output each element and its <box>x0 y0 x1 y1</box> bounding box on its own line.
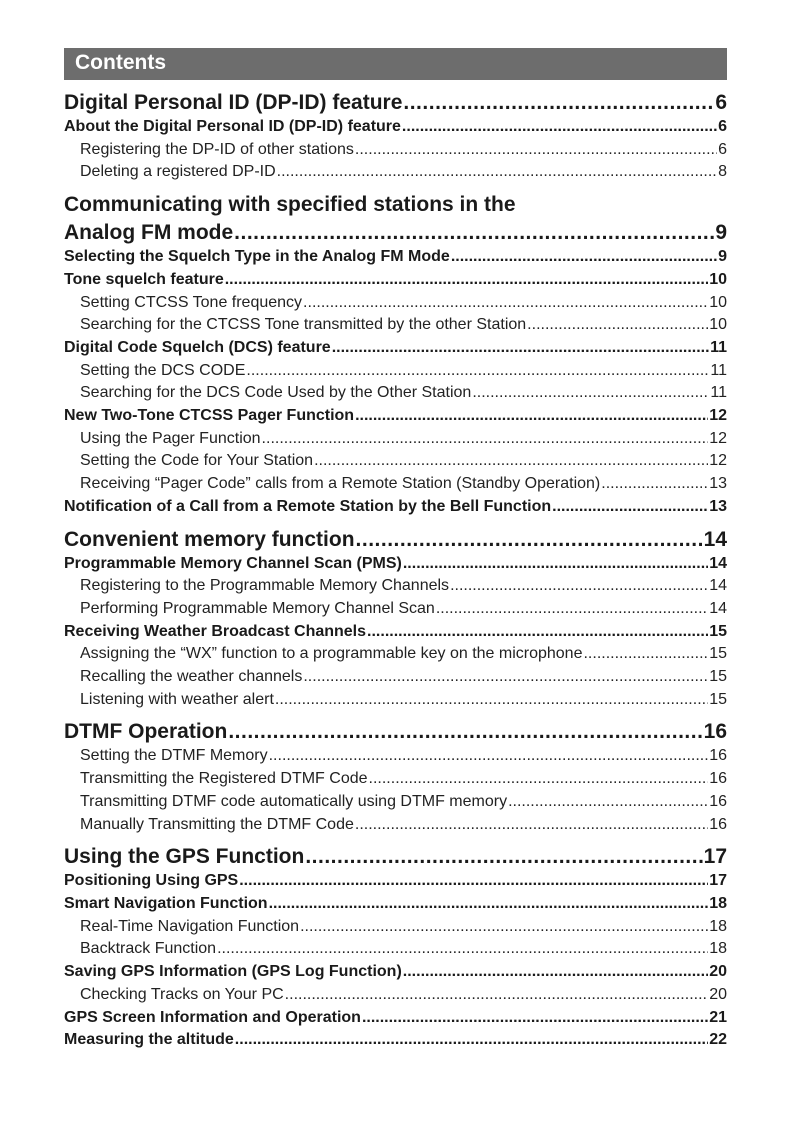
dot-leader <box>403 90 714 116</box>
dot-leader <box>402 116 717 139</box>
toc-entry-page: 11 <box>710 384 727 402</box>
toc-entry[interactable] <box>64 870 727 893</box>
dot-leader <box>355 405 708 428</box>
toc-entry-page: 16 <box>709 747 727 765</box>
dot-leader <box>451 246 717 269</box>
toc-entry-title: About the Digital Personal ID (DP-ID) feature <box>64 118 401 135</box>
toc-entry-title: Deleting a registered DP-ID <box>80 163 276 181</box>
toc-entry-title: Notification of a Call from a Remote Station by the Bell Function <box>64 497 552 515</box>
toc-entry-title: Smart Navigation Function <box>64 894 268 912</box>
dot-leader <box>277 161 717 184</box>
toc-entry-title: Using the Pager Function <box>80 429 261 447</box>
toc-entry-title: Saving GPS Information (GPS Log Function) <box>64 963 402 981</box>
toc-entry-page: 8 <box>718 163 727 181</box>
toc-entry-title: Real-Time Navigation Function <box>80 917 300 935</box>
dot-leader <box>356 527 703 553</box>
toc-entry-title: DTMF Operation <box>64 720 228 744</box>
dot-leader <box>472 382 709 405</box>
toc-entry[interactable] <box>64 139 727 162</box>
table-of-contents <box>64 88 727 1052</box>
dot-leader <box>228 719 702 745</box>
toc-entry-page: 6 <box>718 140 727 158</box>
dot-leader <box>450 575 708 598</box>
dot-leader <box>369 768 709 791</box>
toc-entry[interactable] <box>64 473 727 496</box>
toc-entry[interactable] <box>64 1029 727 1052</box>
toc-entry-page: 17 <box>703 845 727 869</box>
toc-entry-page: 21 <box>709 1008 727 1026</box>
toc-entry-title: Registering the DP-ID of other stations <box>80 140 354 158</box>
toc-entry-page: 18 <box>709 894 727 912</box>
toc-entry-page: 13 <box>709 497 727 515</box>
toc-entry-title: Recalling the weather channels <box>80 668 303 686</box>
toc-entry-title: Convenient memory function <box>64 527 355 551</box>
dot-leader <box>300 916 708 939</box>
dot-leader <box>239 870 708 893</box>
toc-entry-title: Performing Programmable Memory Channel Scan <box>80 599 435 617</box>
toc-entry-page: 14 <box>709 577 727 595</box>
toc-entry-page: 18 <box>709 917 727 935</box>
toc-entry-title: Measuring the altitude <box>64 1031 234 1049</box>
toc-entry-title: GPS Screen Information and Operation <box>64 1008 361 1026</box>
toc-entry-page: 6 <box>715 91 727 114</box>
toc-entry-title: Searching for the CTCSS Tone transmitted by the other Station <box>80 316 527 334</box>
toc-entry-title: Searching for the DCS Code Used by the Other Station <box>80 384 472 402</box>
toc-entry-page: 14 <box>703 527 727 551</box>
contents-title: Contents <box>75 51 166 74</box>
toc-entry[interactable] <box>64 768 727 791</box>
toc-entry-title: New Two-Tone CTCSS Pager Function <box>64 407 355 425</box>
toc-entry[interactable] <box>64 745 727 768</box>
toc-entry[interactable] <box>64 893 727 916</box>
dot-leader <box>285 984 709 1007</box>
toc-entry-title: Listening with weather alert <box>80 690 274 708</box>
dot-leader <box>362 1007 708 1030</box>
toc-entry-title: Receiving “Pager Code” calls from a Remote Station (Standby Operation) <box>80 475 601 493</box>
dot-leader <box>235 1029 708 1052</box>
dot-leader <box>217 938 708 961</box>
toc-entry-page: 12 <box>709 407 727 425</box>
toc-entry-page: 15 <box>709 668 727 686</box>
toc-entry-title: Setting the Code for Your Station <box>80 452 314 470</box>
toc-entry-page: 17 <box>709 872 727 890</box>
toc-entry-page: 10 <box>709 316 727 334</box>
toc-entry[interactable] <box>64 791 727 814</box>
toc-entry-title: Programmable Memory Channel Scan (PMS) <box>64 554 402 572</box>
dot-leader <box>246 360 709 383</box>
toc-entry-page: 15 <box>709 622 727 640</box>
toc-entry-page: 11 <box>710 338 727 356</box>
toc-entry-title: Positioning Using GPS <box>64 872 239 890</box>
toc-entry-title: Communicating with specified stations in the <box>64 193 516 217</box>
toc-entry[interactable] <box>64 1007 727 1030</box>
toc-entry[interactable] <box>64 269 727 292</box>
toc-entry-page: 14 <box>709 554 727 572</box>
toc-entry-page: 14 <box>709 599 727 617</box>
dot-leader <box>355 814 708 837</box>
contents-header-bar <box>64 48 727 80</box>
dot-leader <box>303 666 708 689</box>
toc-entry-title: Setting the DTMF Memory <box>80 747 268 765</box>
toc-entry-title: Transmitting the Registered DTMF Code <box>80 770 368 788</box>
toc-entry-title: Digital Personal ID (DP-ID) feature <box>64 91 403 114</box>
toc-entry[interactable] <box>64 598 727 621</box>
toc-entry[interactable] <box>64 116 727 139</box>
toc-entry[interactable] <box>64 382 727 405</box>
toc-entry[interactable] <box>64 575 727 598</box>
toc-entry[interactable] <box>64 405 727 428</box>
toc-entry-title: Tone squelch feature <box>64 270 224 288</box>
toc-entry-title: Backtrack Function <box>80 940 217 958</box>
toc-entry-page: 16 <box>703 720 727 744</box>
toc-entry-page: 12 <box>709 452 727 470</box>
dot-leader <box>314 450 708 473</box>
toc-entry[interactable] <box>64 961 727 984</box>
toc-entry[interactable] <box>64 553 727 576</box>
dot-leader <box>436 598 708 621</box>
dot-leader <box>305 844 702 870</box>
toc-entry-title: Setting the DCS CODE <box>80 361 246 379</box>
toc-entry[interactable] <box>64 719 727 745</box>
toc-entry-page: 22 <box>709 1031 727 1049</box>
toc-entry[interactable] <box>64 666 727 689</box>
toc-entry-page: 16 <box>709 770 727 788</box>
toc-entry[interactable] <box>64 192 727 218</box>
toc-entry-page: 16 <box>709 815 727 833</box>
toc-entry-title: Transmitting DTMF code automatically using DTMF memory <box>80 792 508 810</box>
toc-entry-title: Analog FM mode <box>64 221 234 245</box>
dot-leader <box>601 473 708 496</box>
toc-entry-title: Checking Tracks on Your PC <box>80 985 284 1003</box>
toc-entry-page: 6 <box>718 118 727 135</box>
toc-entry-title: Registering to the Programmable Memory Channels <box>80 577 450 595</box>
dot-leader <box>508 791 708 814</box>
toc-entry[interactable] <box>64 689 727 712</box>
toc-entry[interactable] <box>64 938 727 961</box>
toc-entry-page: 18 <box>709 940 727 958</box>
dot-leader <box>403 961 708 984</box>
dot-leader <box>367 621 708 644</box>
toc-entry-title: Setting CTCSS Tone frequency <box>80 293 303 311</box>
dot-leader <box>403 553 708 576</box>
toc-entry-page: 15 <box>709 645 727 663</box>
toc-entry[interactable] <box>64 246 727 269</box>
dot-leader <box>583 643 708 666</box>
dot-leader <box>262 428 709 451</box>
dot-leader <box>552 496 708 519</box>
toc-entry[interactable] <box>64 220 727 246</box>
dot-leader <box>234 220 714 246</box>
toc-entry-page: 20 <box>709 963 727 981</box>
dot-leader <box>303 292 708 315</box>
toc-entry-title: Manually Transmitting the DTMF Code <box>80 815 354 833</box>
toc-entry-page: 13 <box>709 475 727 493</box>
toc-entry-title: Receiving Weather Broadcast Channels <box>64 622 367 640</box>
dot-leader <box>269 745 709 768</box>
toc-entry[interactable] <box>64 337 727 360</box>
toc-entry-page: 10 <box>709 293 727 311</box>
toc-entry-page: 20 <box>709 985 727 1003</box>
toc-entry[interactable] <box>64 527 727 553</box>
toc-entry-page: 12 <box>709 429 727 447</box>
toc-entry[interactable] <box>64 314 727 337</box>
toc-entry[interactable] <box>64 621 727 644</box>
toc-entry[interactable] <box>64 844 727 870</box>
dot-leader <box>225 269 708 292</box>
toc-entry-title: Selecting the Squelch Type in the Analog FM Mode <box>64 248 450 266</box>
toc-entry[interactable] <box>64 90 727 116</box>
dot-leader <box>269 893 709 916</box>
toc-entry[interactable] <box>64 814 727 837</box>
toc-entry-page: 11 <box>710 361 727 379</box>
toc-entry-title: Using the GPS Function <box>64 845 305 869</box>
toc-entry-title: Assigning the “WX” function to a programmable key on the microphone <box>80 645 583 663</box>
toc-entry[interactable] <box>64 984 727 1007</box>
toc-entry-page: 15 <box>709 690 727 708</box>
toc-entry-page: 10 <box>709 270 727 288</box>
dot-leader <box>527 314 708 337</box>
toc-entry-page: 9 <box>715 221 727 245</box>
toc-entry-page: 16 <box>709 792 727 810</box>
toc-entry-title: Digital Code Squelch (DCS) feature <box>64 338 331 356</box>
toc-entry[interactable] <box>64 450 727 473</box>
dot-leader <box>332 337 709 360</box>
toc-entry[interactable] <box>64 161 727 184</box>
dot-leader <box>275 689 708 712</box>
toc-entry[interactable] <box>64 292 727 315</box>
toc-entry[interactable] <box>64 643 727 666</box>
dot-leader <box>355 139 717 162</box>
toc-entry[interactable] <box>64 916 727 939</box>
toc-entry[interactable] <box>64 360 727 383</box>
toc-entry-page: 9 <box>718 248 727 266</box>
toc-entry[interactable] <box>64 428 727 451</box>
toc-entry[interactable] <box>64 496 727 519</box>
